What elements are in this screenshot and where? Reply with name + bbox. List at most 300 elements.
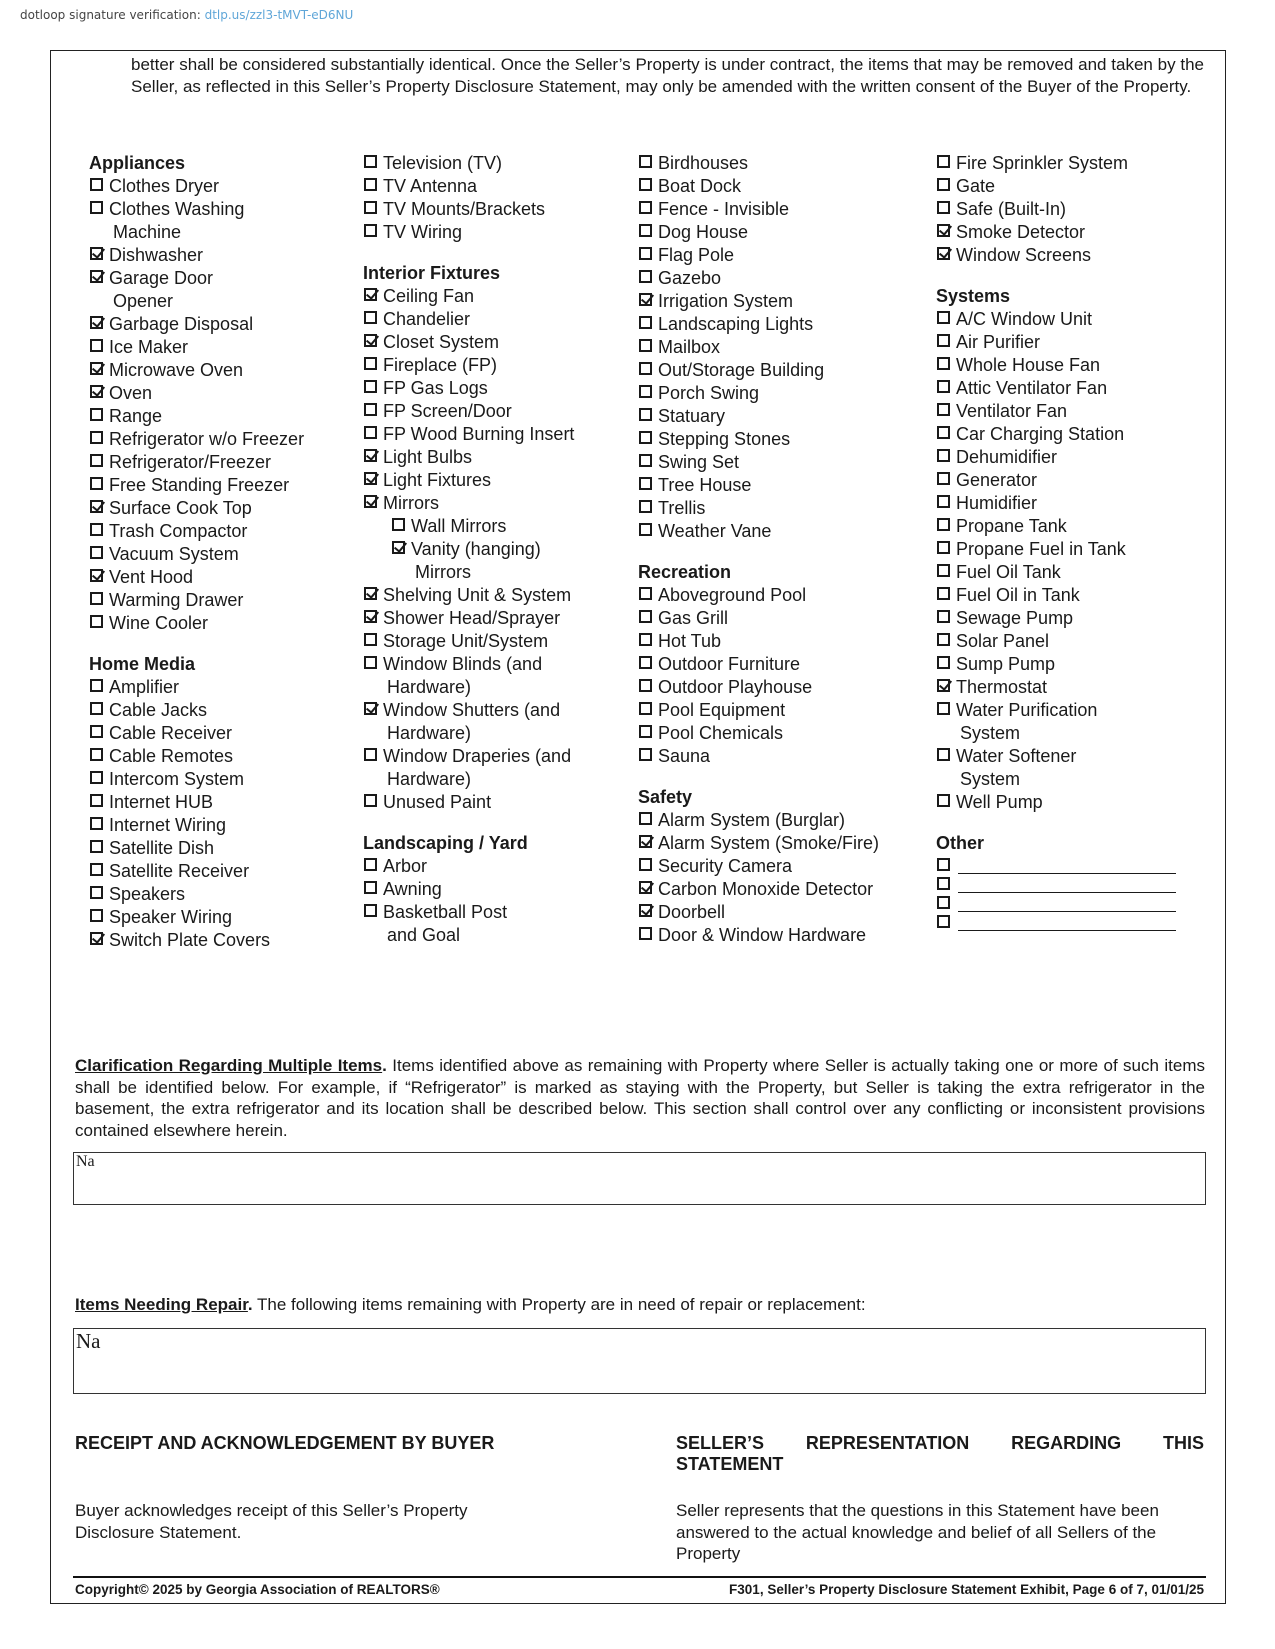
section-recreation bbox=[638, 561, 928, 768]
checklist-item-birdhouses[interactable] bbox=[638, 152, 928, 175]
checkbox-unchecked[interactable] bbox=[90, 702, 103, 715]
clarification-answer-box[interactable] bbox=[73, 1152, 1206, 1205]
repair-heading: Items Needing Repair bbox=[75, 1295, 248, 1314]
item-label: Garage Door bbox=[109, 268, 214, 288]
item-label: Tree House bbox=[658, 475, 752, 495]
checkbox-checked[interactable] bbox=[364, 288, 377, 301]
checklist-item-window-draperies-and[interactable] bbox=[363, 745, 633, 791]
checkbox-unchecked[interactable] bbox=[639, 270, 652, 283]
item-label: Refrigerator/Freezer bbox=[109, 452, 272, 472]
checklist-item-sauna[interactable] bbox=[638, 745, 928, 768]
checklist-item-car-charging-station[interactable] bbox=[936, 423, 1206, 446]
checklist-item-tv-mounts-brackets[interactable] bbox=[363, 198, 633, 221]
checklist-item-trash-compactor[interactable] bbox=[89, 520, 349, 543]
checkbox-checked[interactable] bbox=[937, 247, 950, 260]
checklist-item-alarm-system-burglar[interactable] bbox=[638, 809, 928, 832]
checkbox-unchecked[interactable] bbox=[90, 201, 103, 214]
section-title: Home Media bbox=[89, 654, 196, 674]
signature-verification bbox=[20, 8, 353, 22]
checklist-item-dog-house[interactable] bbox=[638, 221, 928, 244]
checkbox-unchecked[interactable] bbox=[937, 426, 950, 439]
checklist-item-doorbell[interactable] bbox=[638, 901, 928, 924]
checklist-item-gazebo[interactable] bbox=[638, 267, 928, 290]
checklist-item-switch-plate-covers[interactable] bbox=[89, 929, 349, 952]
checklist-item-mirrors[interactable] bbox=[363, 492, 633, 515]
checkbox-unchecked[interactable] bbox=[90, 794, 103, 807]
checkbox-unchecked[interactable] bbox=[364, 904, 377, 917]
checkbox-unchecked[interactable] bbox=[639, 431, 652, 444]
checkbox-checked[interactable] bbox=[937, 679, 950, 692]
checkbox-unchecked[interactable] bbox=[639, 201, 652, 214]
checkbox-unchecked[interactable] bbox=[937, 610, 950, 623]
item-label: Mirrors bbox=[383, 493, 439, 513]
checklist-item-dishwasher[interactable] bbox=[89, 244, 349, 267]
repair-text: The following items remaining with Property are in need of repair or replacement: bbox=[252, 1295, 866, 1314]
checkbox-unchecked[interactable] bbox=[90, 771, 103, 784]
item-label: Fuel Oil in Tank bbox=[956, 585, 1080, 605]
repair-answer: Na bbox=[76, 1329, 101, 1353]
checklist-item-fence-invisible[interactable] bbox=[638, 198, 928, 221]
checkbox-unchecked[interactable] bbox=[639, 408, 652, 421]
verification-link[interactable]: dtlp.us/zzl3-tMVT-eD6NU bbox=[204, 8, 354, 22]
checklist-item-pool-chemicals[interactable] bbox=[638, 722, 928, 745]
checkbox-unchecked[interactable] bbox=[364, 224, 377, 237]
checkbox-unchecked[interactable] bbox=[639, 812, 652, 825]
section-title: Landscaping / Yard bbox=[363, 833, 528, 853]
checkbox-unchecked[interactable] bbox=[937, 858, 950, 871]
repair-answer-box[interactable] bbox=[73, 1328, 1206, 1394]
checklist-item-cable-remotes[interactable] bbox=[89, 745, 349, 768]
item-label: Switch Plate Covers bbox=[109, 930, 271, 950]
checkbox-unchecked[interactable] bbox=[392, 518, 405, 531]
other-blank-line[interactable] bbox=[958, 855, 1176, 874]
checkbox-unchecked[interactable] bbox=[639, 523, 652, 536]
item-label: Hot Tub bbox=[658, 631, 722, 651]
other-blank-line[interactable] bbox=[958, 912, 1176, 931]
item-label: Light Fixtures bbox=[383, 470, 492, 490]
checkbox-unchecked[interactable] bbox=[937, 357, 950, 370]
checkbox-checked[interactable] bbox=[90, 316, 103, 329]
item-label: Window Screens bbox=[956, 245, 1092, 265]
checkbox-unchecked[interactable] bbox=[90, 817, 103, 830]
checklist-item-out-storage-building[interactable] bbox=[638, 359, 928, 382]
checkbox-checked[interactable] bbox=[937, 224, 950, 237]
checklist-item-vent-hood[interactable] bbox=[89, 566, 349, 589]
checklist-item-propane-tank[interactable] bbox=[936, 515, 1206, 538]
checkbox-unchecked[interactable] bbox=[90, 546, 103, 559]
checkbox-checked[interactable] bbox=[90, 569, 103, 582]
checklist-item-vanity-hanging[interactable] bbox=[391, 538, 633, 584]
item-label: Mailbox bbox=[658, 337, 721, 357]
checklist-item-range[interactable] bbox=[89, 405, 349, 428]
item-label: Boat Dock bbox=[658, 176, 742, 196]
checklist-item-landscaping-lights[interactable] bbox=[638, 313, 928, 336]
checkbox-unchecked[interactable] bbox=[639, 858, 652, 871]
checkbox-checked[interactable] bbox=[364, 587, 377, 600]
checkbox-unchecked[interactable] bbox=[90, 454, 103, 467]
checklist-item-chandelier[interactable] bbox=[363, 308, 633, 331]
checkbox-unchecked[interactable] bbox=[90, 615, 103, 628]
checklist-item-cable-receiver[interactable] bbox=[89, 722, 349, 745]
checklist-item-vacuum-system[interactable] bbox=[89, 543, 349, 566]
checkbox-checked[interactable] bbox=[639, 904, 652, 917]
item-label-continued: and Goal bbox=[387, 925, 461, 945]
checklist-item-wine-cooler[interactable] bbox=[89, 612, 349, 635]
checkbox-checked[interactable] bbox=[90, 500, 103, 513]
checkbox-unchecked[interactable] bbox=[937, 896, 950, 909]
checklist-item-garbage-disposal[interactable] bbox=[89, 313, 349, 336]
checklist-item-safe-built-in[interactable] bbox=[936, 198, 1206, 221]
item-label: Alarm System (Burglar) bbox=[658, 810, 846, 830]
checklist-item-garage-door[interactable] bbox=[89, 267, 349, 313]
checklist-item-fp-gas-logs[interactable] bbox=[363, 377, 633, 400]
checkbox-unchecked[interactable] bbox=[90, 408, 103, 421]
checklist-item-thermostat[interactable] bbox=[936, 676, 1206, 699]
checkbox-checked[interactable] bbox=[90, 932, 103, 945]
checklist-item-internet-wiring[interactable] bbox=[89, 814, 349, 837]
other-blank-line[interactable] bbox=[958, 893, 1176, 912]
checkbox-unchecked[interactable] bbox=[639, 500, 652, 513]
checklist-item-shelving-unit-system[interactable] bbox=[363, 584, 633, 607]
checkbox-checked[interactable] bbox=[639, 881, 652, 894]
checklist-item-whole-house-fan[interactable] bbox=[936, 354, 1206, 377]
checklist-item-door-window-hardware[interactable] bbox=[638, 924, 928, 947]
checklist-item-gate[interactable] bbox=[936, 175, 1206, 198]
checkbox-unchecked[interactable] bbox=[639, 454, 652, 467]
checkbox-unchecked[interactable] bbox=[639, 178, 652, 191]
item-label: Landscaping Lights bbox=[658, 314, 814, 334]
checklist-item-other-blank[interactable] bbox=[936, 912, 1206, 931]
checklist-item-fp-wood-burning-insert[interactable] bbox=[363, 423, 633, 446]
checkbox-unchecked[interactable] bbox=[937, 449, 950, 462]
checklist-item-unused-paint[interactable] bbox=[363, 791, 633, 814]
item-label: Gas Grill bbox=[658, 608, 729, 628]
checkbox-checked[interactable] bbox=[364, 472, 377, 485]
checklist-item-outdoor-playhouse[interactable] bbox=[638, 676, 928, 699]
buyer-heading: RECEIPT AND ACKNOWLEDGEMENT BY BUYER bbox=[75, 1433, 495, 1453]
checkbox-unchecked[interactable] bbox=[937, 155, 950, 168]
checklist-item-oven[interactable] bbox=[89, 382, 349, 405]
checkbox-unchecked[interactable] bbox=[639, 679, 652, 692]
item-label: Window Blinds (and bbox=[383, 654, 543, 674]
checkbox-unchecked[interactable] bbox=[364, 311, 377, 324]
checkbox-unchecked[interactable] bbox=[90, 339, 103, 352]
item-label: Smoke Detector bbox=[956, 222, 1086, 242]
checklist-column-1 bbox=[89, 152, 349, 952]
checkbox-checked[interactable] bbox=[364, 495, 377, 508]
checklist-item-smoke-detector[interactable] bbox=[936, 221, 1206, 244]
checklist-item-warming-drawer[interactable] bbox=[89, 589, 349, 612]
checkbox-unchecked[interactable] bbox=[364, 633, 377, 646]
item-label: Trash Compactor bbox=[109, 521, 248, 541]
section-title: Recreation bbox=[638, 562, 732, 582]
checklist-item-amplifier[interactable] bbox=[89, 676, 349, 699]
checkbox-unchecked[interactable] bbox=[90, 592, 103, 605]
checklist-item-speakers[interactable] bbox=[89, 883, 349, 906]
checklist-item-satellite-receiver[interactable] bbox=[89, 860, 349, 883]
checklist-item-alarm-system-smoke-fire[interactable] bbox=[638, 832, 928, 855]
checklist-item-boat-dock[interactable] bbox=[638, 175, 928, 198]
checklist-item-cable-jacks[interactable] bbox=[89, 699, 349, 722]
checkbox-unchecked[interactable] bbox=[937, 495, 950, 508]
item-label: Shower Head/Sprayer bbox=[383, 608, 561, 628]
checklist-item-aboveground-pool[interactable] bbox=[638, 584, 928, 607]
other-blank-line[interactable] bbox=[958, 874, 1176, 893]
checkbox-unchecked[interactable] bbox=[937, 403, 950, 416]
checkbox-unchecked[interactable] bbox=[937, 748, 950, 761]
checkbox-unchecked[interactable] bbox=[937, 334, 950, 347]
item-label: Warming Drawer bbox=[109, 590, 244, 610]
checkbox-unchecked[interactable] bbox=[90, 477, 103, 490]
checkbox-unchecked[interactable] bbox=[639, 725, 652, 738]
checklist-item-generator[interactable] bbox=[936, 469, 1206, 492]
item-label: Wine Cooler bbox=[109, 613, 209, 633]
checkbox-checked[interactable] bbox=[364, 610, 377, 623]
checklist-item-tv-wiring[interactable] bbox=[363, 221, 633, 244]
checkbox-unchecked[interactable] bbox=[937, 472, 950, 485]
item-label: Sauna bbox=[658, 746, 711, 766]
checklist-item-surface-cook-top[interactable] bbox=[89, 497, 349, 520]
item-label: Free Standing Freezer bbox=[109, 475, 290, 495]
checklist-item-basketball-post[interactable] bbox=[363, 901, 633, 947]
item-label: Window Draperies (and bbox=[383, 746, 572, 766]
clarification-paragraph: Clarification Regarding Multiple Items. Items identified above as remaining with Property where Seller is actually taking one or more of such items shall be identified below. For example, if “Refrigerator” is marked as staying with the Property, but Seller is taking the extra refrigerator in the basement, the extra refrigerator and its location shall be described below. This section shall control over any conflicting or inconsistent provisions contained elsewhere herein. bbox=[75, 1056, 1205, 1140]
checkbox-checked[interactable] bbox=[639, 835, 652, 848]
checklist-item-shower-head-sprayer[interactable] bbox=[363, 607, 633, 630]
item-label: Flag Pole bbox=[658, 245, 735, 265]
checklist-item-closet-system[interactable] bbox=[363, 331, 633, 354]
checkbox-unchecked[interactable] bbox=[364, 178, 377, 191]
item-label: Whole House Fan bbox=[956, 355, 1101, 375]
checkbox-unchecked[interactable] bbox=[937, 633, 950, 646]
checkbox-unchecked[interactable] bbox=[937, 915, 950, 928]
checkbox-unchecked[interactable] bbox=[364, 794, 377, 807]
checkbox-unchecked[interactable] bbox=[639, 477, 652, 490]
checklist-item-storage-unit-system[interactable] bbox=[363, 630, 633, 653]
checkbox-unchecked[interactable] bbox=[639, 927, 652, 940]
checklist-item-light-bulbs[interactable] bbox=[363, 446, 633, 469]
checklist-item-awning[interactable] bbox=[363, 878, 633, 901]
checklist-item-solar-panel[interactable] bbox=[936, 630, 1206, 653]
checklist-item-sewage-pump[interactable] bbox=[936, 607, 1206, 630]
checkbox-unchecked[interactable] bbox=[364, 201, 377, 214]
checklist-item-other-blank[interactable] bbox=[936, 893, 1206, 912]
checklist-item-statuary[interactable] bbox=[638, 405, 928, 428]
item-label: Gate bbox=[956, 176, 996, 196]
checkbox-unchecked[interactable] bbox=[937, 794, 950, 807]
checklist-item-refrigerator-w-o-freezer[interactable] bbox=[89, 428, 349, 451]
checklist-item-dehumidifier[interactable] bbox=[936, 446, 1206, 469]
checkbox-checked[interactable] bbox=[364, 702, 377, 715]
checklist-item-water-purification[interactable] bbox=[936, 699, 1206, 745]
checkbox-unchecked[interactable] bbox=[90, 523, 103, 536]
item-label: Birdhouses bbox=[658, 153, 749, 173]
checkbox-unchecked[interactable] bbox=[90, 679, 103, 692]
checklist-item-tree-house[interactable] bbox=[638, 474, 928, 497]
checklist-item-other-blank[interactable] bbox=[936, 874, 1206, 893]
checklist-item-ceiling-fan[interactable] bbox=[363, 285, 633, 308]
checkbox-unchecked[interactable] bbox=[639, 339, 652, 352]
checklist-item-window-blinds-and[interactable] bbox=[363, 653, 633, 699]
checklist-item-window-screens[interactable] bbox=[936, 244, 1206, 267]
checklist-item-light-fixtures[interactable] bbox=[363, 469, 633, 492]
checklist-item-irrigation-system[interactable] bbox=[638, 290, 928, 313]
checklist-item-porch-swing[interactable] bbox=[638, 382, 928, 405]
checkbox-checked[interactable] bbox=[90, 362, 103, 375]
checklist-item-wall-mirrors[interactable] bbox=[391, 515, 633, 538]
checklist-item-fire-sprinkler-system[interactable] bbox=[936, 152, 1206, 175]
checkbox-unchecked[interactable] bbox=[639, 748, 652, 761]
checklist-item-well-pump[interactable] bbox=[936, 791, 1206, 814]
checklist-item-a-c-window-unit[interactable] bbox=[936, 308, 1206, 331]
checkbox-checked[interactable] bbox=[90, 270, 103, 283]
item-label: Porch Swing bbox=[658, 383, 760, 403]
checkbox-unchecked[interactable] bbox=[639, 610, 652, 623]
checkbox-unchecked[interactable] bbox=[639, 587, 652, 600]
checkbox-unchecked[interactable] bbox=[90, 909, 103, 922]
clarification-heading: Clarification Regarding Multiple Items bbox=[75, 1056, 383, 1075]
checkbox-checked[interactable] bbox=[90, 385, 103, 398]
checklist-item-tv-antenna[interactable] bbox=[363, 175, 633, 198]
checkbox-unchecked[interactable] bbox=[364, 656, 377, 669]
checklist-item-clothes-dryer[interactable] bbox=[89, 175, 349, 198]
checkbox-unchecked[interactable] bbox=[90, 863, 103, 876]
checklist-item-fireplace-fp[interactable] bbox=[363, 354, 633, 377]
checklist-item-fuel-oil-tank[interactable] bbox=[936, 561, 1206, 584]
checklist-item-humidifier[interactable] bbox=[936, 492, 1206, 515]
checklist-item-fp-screen-door[interactable] bbox=[363, 400, 633, 423]
section-title: Other bbox=[936, 833, 985, 853]
checkbox-unchecked[interactable] bbox=[90, 725, 103, 738]
checklist-item-sump-pump[interactable] bbox=[936, 653, 1206, 676]
checklist-item-carbon-monoxide-detector[interactable] bbox=[638, 878, 928, 901]
item-label: Dishwasher bbox=[109, 245, 204, 265]
checkbox-unchecked[interactable] bbox=[364, 858, 377, 871]
checklist-item-gas-grill[interactable] bbox=[638, 607, 928, 630]
checklist-item-window-shutters-and[interactable] bbox=[363, 699, 633, 745]
checklist-item-refrigerator-freezer[interactable] bbox=[89, 451, 349, 474]
checklist-item-ventilator-fan[interactable] bbox=[936, 400, 1206, 423]
checklist-item-mailbox[interactable] bbox=[638, 336, 928, 359]
checkbox-unchecked[interactable] bbox=[937, 201, 950, 214]
checkbox-unchecked[interactable] bbox=[937, 656, 950, 669]
item-label: Water Softener bbox=[956, 746, 1077, 766]
item-label: Storage Unit/System bbox=[383, 631, 549, 651]
checklist-item-outdoor-furniture[interactable] bbox=[638, 653, 928, 676]
checkbox-unchecked[interactable] bbox=[639, 155, 652, 168]
checkbox-unchecked[interactable] bbox=[90, 431, 103, 444]
checkbox-unchecked[interactable] bbox=[639, 247, 652, 260]
checklist-item-ice-maker[interactable] bbox=[89, 336, 349, 359]
checkbox-unchecked[interactable] bbox=[364, 881, 377, 894]
checkbox-unchecked[interactable] bbox=[364, 403, 377, 416]
checkbox-unchecked[interactable] bbox=[937, 178, 950, 191]
item-label: Basketball Post bbox=[383, 902, 508, 922]
checkbox-unchecked[interactable] bbox=[639, 633, 652, 646]
checkbox-unchecked[interactable] bbox=[639, 385, 652, 398]
checklist-item-television-tv[interactable] bbox=[363, 152, 633, 175]
checklist-item-weather-vane[interactable] bbox=[638, 520, 928, 543]
checkbox-unchecked[interactable] bbox=[937, 564, 950, 577]
checkbox-unchecked[interactable] bbox=[364, 380, 377, 393]
section-systems bbox=[936, 285, 1206, 814]
checklist-item-stepping-stones[interactable] bbox=[638, 428, 928, 451]
checklist-item-intercom-system[interactable] bbox=[89, 768, 349, 791]
checkbox-unchecked[interactable] bbox=[639, 362, 652, 375]
checkbox-unchecked[interactable] bbox=[639, 656, 652, 669]
item-label: Internet HUB bbox=[109, 792, 214, 812]
checklist-item-arbor[interactable] bbox=[363, 855, 633, 878]
checkbox-unchecked[interactable] bbox=[937, 541, 950, 554]
checkbox-unchecked[interactable] bbox=[90, 748, 103, 761]
checklist-item-clothes-washing[interactable] bbox=[89, 198, 349, 244]
checkbox-unchecked[interactable] bbox=[937, 518, 950, 531]
checklist-item-satellite-dish[interactable] bbox=[89, 837, 349, 860]
checkbox-unchecked[interactable] bbox=[937, 380, 950, 393]
item-label: Surface Cook Top bbox=[109, 498, 252, 518]
checkbox-unchecked[interactable] bbox=[639, 702, 652, 715]
item-label: Thermostat bbox=[956, 677, 1048, 697]
checkbox-unchecked[interactable] bbox=[364, 155, 377, 168]
checkbox-unchecked[interactable] bbox=[90, 178, 103, 191]
checkbox-checked[interactable] bbox=[364, 334, 377, 347]
checkbox-unchecked[interactable] bbox=[937, 877, 950, 890]
checklist-item-propane-fuel-in-tank[interactable] bbox=[936, 538, 1206, 561]
checklist-item-pool-equipment[interactable] bbox=[638, 699, 928, 722]
item-label: Trellis bbox=[658, 498, 706, 518]
item-label: Unused Paint bbox=[383, 792, 492, 812]
checkbox-unchecked[interactable] bbox=[937, 311, 950, 324]
checklist-item-free-standing-freezer[interactable] bbox=[89, 474, 349, 497]
checklist-item-swing-set[interactable] bbox=[638, 451, 928, 474]
item-label: Fire Sprinkler System bbox=[956, 153, 1129, 173]
checklist-item-air-purifier[interactable] bbox=[936, 331, 1206, 354]
checklist-item-internet-hub[interactable] bbox=[89, 791, 349, 814]
checklist-item-microwave-oven[interactable] bbox=[89, 359, 349, 382]
item-label: Chandelier bbox=[383, 309, 471, 329]
checklist-item-attic-ventilator-fan[interactable] bbox=[936, 377, 1206, 400]
checkbox-unchecked[interactable] bbox=[364, 748, 377, 761]
checkbox-unchecked[interactable] bbox=[937, 702, 950, 715]
checklist-item-fuel-oil-in-tank[interactable] bbox=[936, 584, 1206, 607]
item-label: Aboveground Pool bbox=[658, 585, 807, 605]
checkbox-unchecked[interactable] bbox=[937, 587, 950, 600]
checklist-item-security-camera[interactable] bbox=[638, 855, 928, 878]
item-label: Dog House bbox=[658, 222, 749, 242]
checkbox-unchecked[interactable] bbox=[364, 426, 377, 439]
checkbox-unchecked[interactable] bbox=[639, 316, 652, 329]
checklist-item-water-softener[interactable] bbox=[936, 745, 1206, 791]
checklist-item-hot-tub[interactable] bbox=[638, 630, 928, 653]
item-label-continued: System bbox=[960, 769, 1021, 789]
checkbox-checked[interactable] bbox=[639, 293, 652, 306]
checkbox-checked[interactable] bbox=[364, 449, 377, 462]
checklist-item-trellis[interactable] bbox=[638, 497, 928, 520]
seller-heading: SELLER’S REPRESENTATION REGARDING THIS STATEMENT bbox=[676, 1433, 1204, 1474]
checkbox-checked[interactable] bbox=[90, 247, 103, 260]
repair-paragraph: Items Needing Repair. The following items remaining with Property are in need of repair or replacement: bbox=[75, 1295, 866, 1314]
checklist-item-flag-pole[interactable] bbox=[638, 244, 928, 267]
item-label: Doorbell bbox=[658, 902, 726, 922]
checkbox-unchecked[interactable] bbox=[90, 886, 103, 899]
checkbox-checked[interactable] bbox=[392, 541, 405, 554]
checkbox-unchecked[interactable] bbox=[639, 224, 652, 237]
checkbox-unchecked[interactable] bbox=[90, 840, 103, 853]
checkbox-unchecked[interactable] bbox=[364, 357, 377, 370]
checklist-item-other-blank[interactable] bbox=[936, 855, 1206, 874]
checklist-item-speaker-wiring[interactable] bbox=[89, 906, 349, 929]
item-label-continued: System bbox=[960, 723, 1021, 743]
